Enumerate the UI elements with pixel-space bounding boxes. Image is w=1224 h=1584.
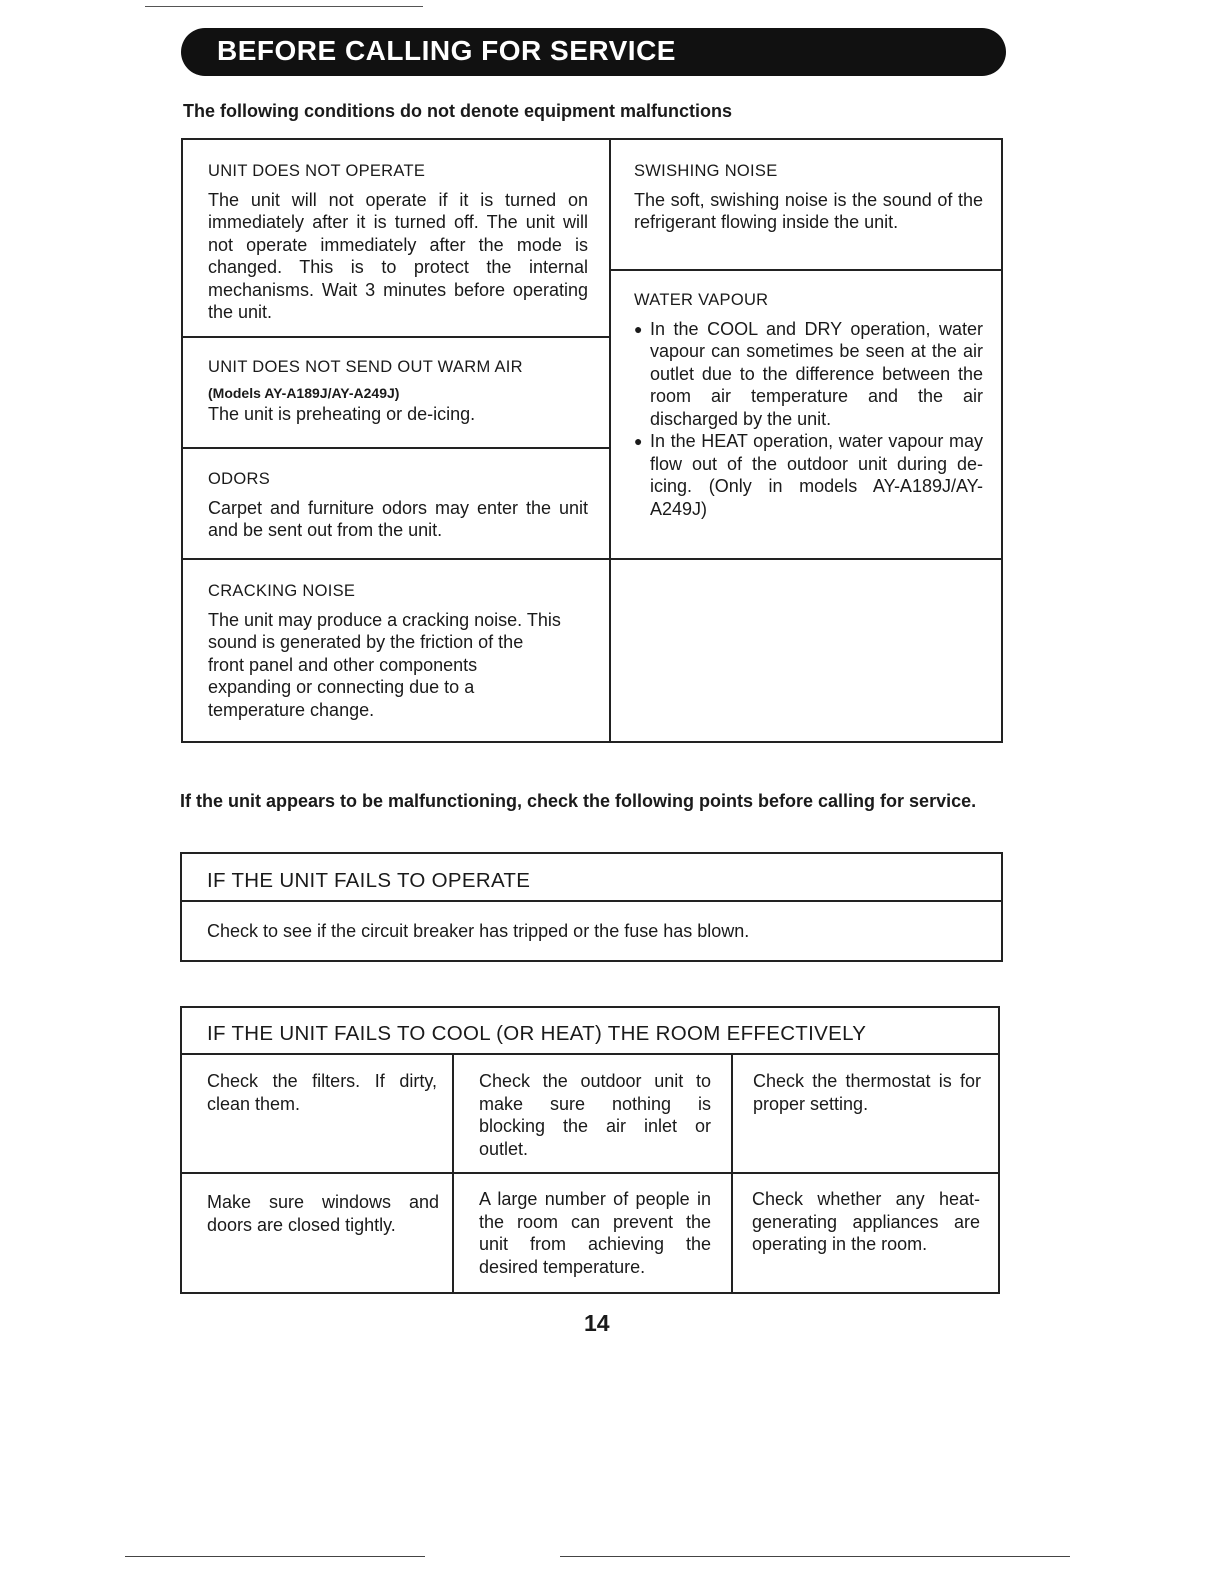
bullet-text: In the COOL and DRY operation, water vapour can sometimes be seen at the air outlet due to the difference between the room air temperature and the air discharged by the unit. [650,318,983,429]
tip-number-of-people: A large number of people in the room can prevent the unit from achieving the desired temperature. [479,1189,711,1277]
column-divider [452,1053,454,1292]
row-divider [183,447,609,449]
bullet-dot-icon: ● [634,433,643,449]
bullet-text: In the HEAT operation, water vapour may flow out of the outdoor unit during de-icing. (Only in models AY-A189J/AY-A249J) [650,431,983,519]
tip-check-outdoor-unit: Check the outdoor unit to make sure nothing is blocking the air inlet or outlet. [479,1071,711,1159]
cell-odors [208,468,588,542]
cell-cracking-noise [208,580,563,721]
fails-to-cool-box [180,1006,1000,1294]
conditions-intro: The following conditions do not denote equipment malfunctions [183,101,732,121]
condition-title: UNIT DOES NOT SEND OUT WARM AIR [208,358,523,376]
tip-check-filters: Check the filters. If dirty, clean them. [207,1071,437,1114]
condition-text: The unit may produce a cracking noise. This sound is generated by the friction of the front panel and other components expanding or connecting due to a temperature change. [208,609,561,720]
section-banner [181,28,1006,76]
condition-title: ODORS [208,470,271,488]
column-divider [609,140,611,741]
cell-water-vapour [634,289,983,520]
cell-unit-does-not-operate [208,160,588,324]
fails-to-operate-box [180,852,1003,962]
cell-no-warm-air [208,356,588,425]
page-number: 14 [584,1310,610,1336]
condition-title: CRACKING NOISE [208,582,356,600]
row-divider [183,336,609,338]
check-points-intro: If the unit appears to be malfunctioning, check the following points before calling for service. [180,791,977,811]
row-divider [182,900,1001,902]
row-divider [182,1172,998,1174]
row-divider [182,1053,998,1055]
footer-rule [125,1556,425,1557]
condition-text: The unit will not operate if it is turned on immediately after it is turned off. The unit will not operate immediately after the mode is changed. This is to protect the internal mechanisms. Wait 3 minutes before operating the unit. [208,189,588,322]
bullet-item [634,318,983,431]
row-divider [183,558,1001,560]
tip-heat-appliances: Check whether any heat-generating appliances are operating in the room. [752,1189,980,1254]
row-divider [609,269,1001,271]
column-divider [731,1053,733,1292]
condition-text: The unit is preheating or de-icing. [208,403,476,424]
bullet-item [634,430,983,520]
top-rule [145,6,423,7]
page-title: BEFORE CALLING FOR SERVICE [217,35,676,66]
condition-text: Carpet and furniture odors may enter the unit and be sent out from the unit. [208,497,588,540]
tip-check-thermostat: Check the thermostat is for proper setting. [753,1071,981,1114]
conditions-table [181,138,1003,743]
condition-title: SWISHING NOISE [634,162,778,180]
bullet-dot-icon: ● [634,320,643,337]
footer-rule [560,1556,1070,1557]
tip-close-windows: Make sure windows and doors are closed tightly. [207,1192,439,1235]
cell-swishing-noise [634,160,983,234]
condition-models: (Models AY-A189J/AY-A249J) [208,384,400,401]
box-text: Check to see if the circuit breaker has tripped or the fuse has blown. [207,921,750,941]
condition-text: The soft, swishing noise is the sound of the refrigerant flowing inside the unit. [634,189,983,232]
box-title: IF THE UNIT FAILS TO COOL (OR HEAT) THE ROOM EFFECTIVELY [207,1022,867,1045]
condition-title: WATER VAPOUR [634,291,769,309]
box-title: IF THE UNIT FAILS TO OPERATE [207,869,531,892]
condition-title: UNIT DOES NOT OPERATE [208,162,426,180]
